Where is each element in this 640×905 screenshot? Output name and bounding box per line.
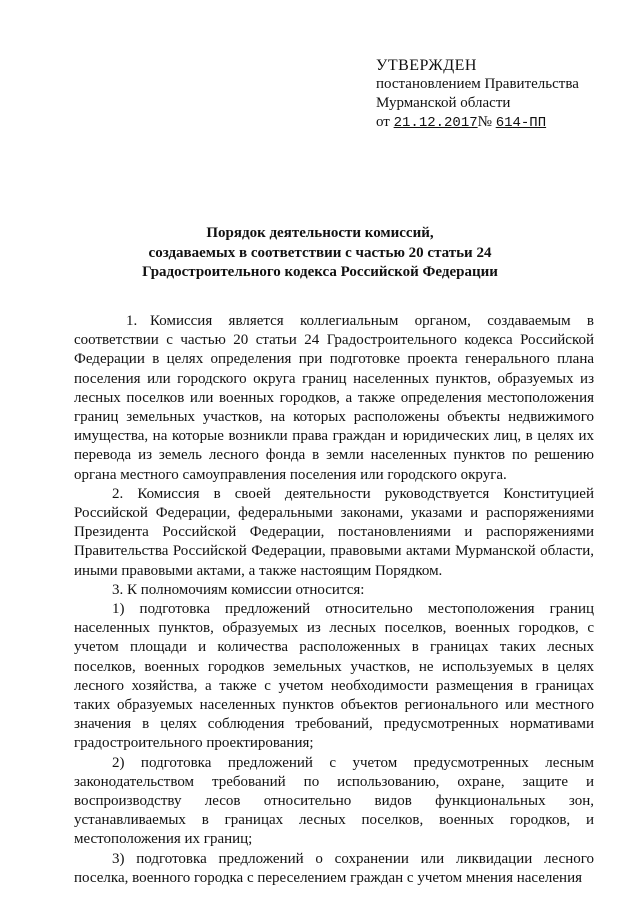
approval-line-government: постановлением Правительства [376,76,579,92]
decree-date: 21.12.2017 [393,115,478,131]
paragraph-1 [74,312,594,485]
paragraph-5: 2) подготовка предложений с учетом предусмотренных лесным законодательством требований по использованию, охране, защите и воспроизводству лесов относительно видов функциональных зон, устанавливаемых в границах лесных поселков, военных городков, и местоположения их границ; [74,754,594,848]
document-body [74,312,594,888]
paragraph-2: 2. Комиссия в своей деятельности руководствуется Конституцией Российской Федерации, федеральными законами, указами и распоряжениями Президента Российской Федерации, постановлениями и распоряжениями Правительства Российской Федерации, правовыми актами Мурманской области, иными правовыми актами, а также настоящим Порядком. [74,485,594,579]
decree-number: 614-ПП [495,115,547,131]
paragraph-1-text: Комиссия является коллегиальным органом, создаваемым в соответствии с частью 20 статьи 24 Градостроительного кодекса Российской Федерации в целях определения при подготовке проекта генерального плана поселения или городского округа границ населенных пунктов, образуемых из лесных поселков или военных городков, а также определения местоположения границ земельных участков, на которых расположены объекты недвижимого имущества, на которые возникли права граждан и юридических лиц, в целях их перевода из земель лесного фонда в земли населенных пунктов по решению органа местного самоуправления поселения или городского округа. [74,313,594,483]
approval-stamp [376,56,606,133]
heading-line-1: Порядок деятельности комиссий, [206,225,434,241]
paragraph-3: 3. К полномочиям комиссии относится: [112,581,365,598]
approval-date-row [376,113,606,133]
date-prefix: от [376,114,390,130]
paragraph-4: 1) подготовка предложений относительно местоположения границ населенных пунктов, образуемых из лесных поселков, военных городков, с учетом площади и количества расположенных в границах таких лесных поселков, военных городков земельных участков, не используемых в целях лесного хозяйства, а также с учетом необходимости размещения в границах таких образуемых населенных пунктов объектов регионального или местного значения в целях соблюдения требований, предусмотренных нормативами градостроительного проектирования; [74,601,594,752]
approval-title: УТВЕРЖДЕН [376,57,477,74]
document-heading [60,224,580,283]
heading-line-2: создаваемых в соответствии с частью 20 статьи 24 [148,244,492,261]
heading-line-3: Градостроительного кодекса Российской Федерации [142,264,498,280]
approval-line-region: Мурманской области [376,95,511,111]
paragraph-6: 3) подготовка предложений о сохранении или ликвидации лесного поселка, военного городка с переселением граждан с учетом мнения населения [74,850,594,886]
number-prefix: № [477,114,492,130]
paragraph-1-number: 1. [126,313,138,329]
